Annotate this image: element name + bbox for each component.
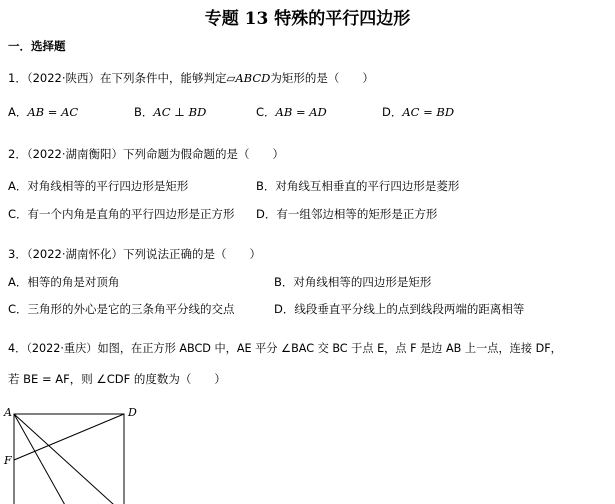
q2-option-d[interactable]: D．有一组邻边相等的矩形是正方形 [256, 207, 438, 221]
q1-option-a-label: A． [8, 105, 28, 119]
q1-option-b[interactable] [134, 104, 206, 120]
q1-option-b-math: AC ⊥ BD [153, 105, 207, 119]
q4-figure [0, 404, 150, 504]
q4-stem-line1: 4．（2022·重庆）如图，在正方形 ABCD 中，AE 平分 ∠BAC 交 BC 于点 E，点 F 是边 AB 上一点，连接 DF， [8, 342, 562, 355]
q3-option-a[interactable]: A．相等的角是对顶角 [8, 275, 120, 289]
q1-option-c-math: AB = AD [275, 105, 327, 119]
q3-option-d[interactable]: D．线段垂直平分线上的点到线段两端的距离相等 [274, 302, 525, 316]
q1-option-d-math: AC = BD [402, 105, 455, 119]
q3-option-b[interactable]: B．对角线相等的四边形是矩形 [274, 275, 432, 289]
q3-stem: 3．（2022·湖南怀化）下列说法正确的是（ ） [8, 247, 261, 261]
q1-stem-math: ▱ABCD [226, 71, 271, 85]
q1-stem-text-b: 为矩形的是（ ） [270, 71, 374, 85]
q2-option-a[interactable]: A．对角线相等的平行四边形是矩形 [8, 179, 189, 193]
q1-stem [8, 70, 374, 86]
q2-option-b[interactable]: B．对角线互相垂直的平行四边形是菱形 [256, 179, 460, 193]
segment-ae [14, 414, 70, 504]
label-d: D [128, 406, 137, 419]
q3-option-c[interactable]: C．三角形的外心是它的三条角平分线的交点 [8, 302, 235, 316]
label-f: F [4, 454, 12, 467]
q1-stem-text-a: 1．（2022·陕西）在下列条件中，能够判定 [8, 71, 227, 85]
q1-option-c[interactable] [256, 104, 327, 120]
q1-option-b-label: B． [134, 105, 154, 119]
section-heading: 一．选择题 [8, 39, 66, 53]
segment-df [14, 414, 124, 460]
q1-option-c-label: C． [256, 105, 276, 119]
diagonal-ac [14, 414, 124, 504]
q1-option-d[interactable] [382, 104, 454, 120]
q2-stem: 2．（2022·湖南衡阳）下列命题为假命题的是（ ） [8, 147, 284, 161]
q1-option-a[interactable] [8, 104, 78, 120]
square-abcd [14, 414, 124, 504]
q1-option-a-math: AB = AC [27, 105, 79, 119]
q1-option-d-label: D． [382, 105, 403, 119]
label-a: A [4, 406, 12, 419]
q2-option-c[interactable]: C．有一个内角是直角的平行四边形是正方形 [8, 207, 235, 221]
q4-stem-line2: 若 BE = AF，则 ∠CDF 的度数为（ ） [8, 372, 226, 386]
page-title: 专题 13 特殊的平行四边形 [204, 9, 411, 29]
